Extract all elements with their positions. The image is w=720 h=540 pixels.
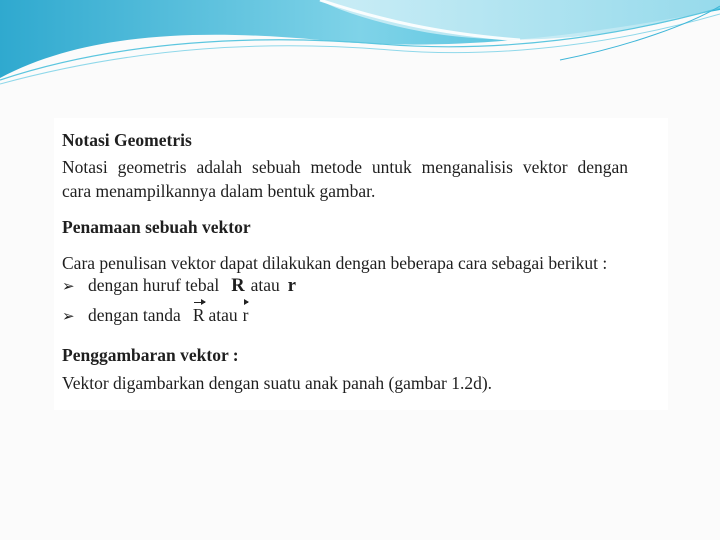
arrow-bullet-icon: ➢ [62,277,75,295]
paragraph-line: cara menampilkannya dalam bentuk gambar. [62,181,376,201]
paragraph-line: Vektor digambarkan dengan suatu anak panah (gambar 1.2d). [62,373,493,393]
heading-penamaan-vektor: Penamaan sebuah vektor [62,217,251,237]
arrow-bullet-icon: ➢ [62,307,75,325]
heading-notasi-geometris: Notasi Geometris [62,130,192,150]
vector-symbol-lower: r [242,305,249,325]
conjunction: atau [250,275,280,295]
list-item [62,305,248,326]
bold-symbol-upper: R [231,276,245,296]
list-item-text: dengan tanda [88,305,181,325]
header-wave-decoration [0,0,720,90]
paragraph-line: Notasi geometris adalah sebuah metode untuk menganalisis vektor dengan [62,157,628,177]
paragraph-line: Cara penulisan vektor dapat dilakukan dengan beberapa cara sebagai berikut : [62,253,608,273]
list-item-text: dengan huruf tebal [88,275,220,295]
list-item [62,275,296,297]
bold-symbol-lower: r [287,276,296,296]
conjunction: atau [208,305,238,325]
heading-penggambaran-vektor: Penggambaran vektor : [62,345,239,365]
vector-symbol-upper: R [192,305,205,325]
document-image [54,118,668,410]
